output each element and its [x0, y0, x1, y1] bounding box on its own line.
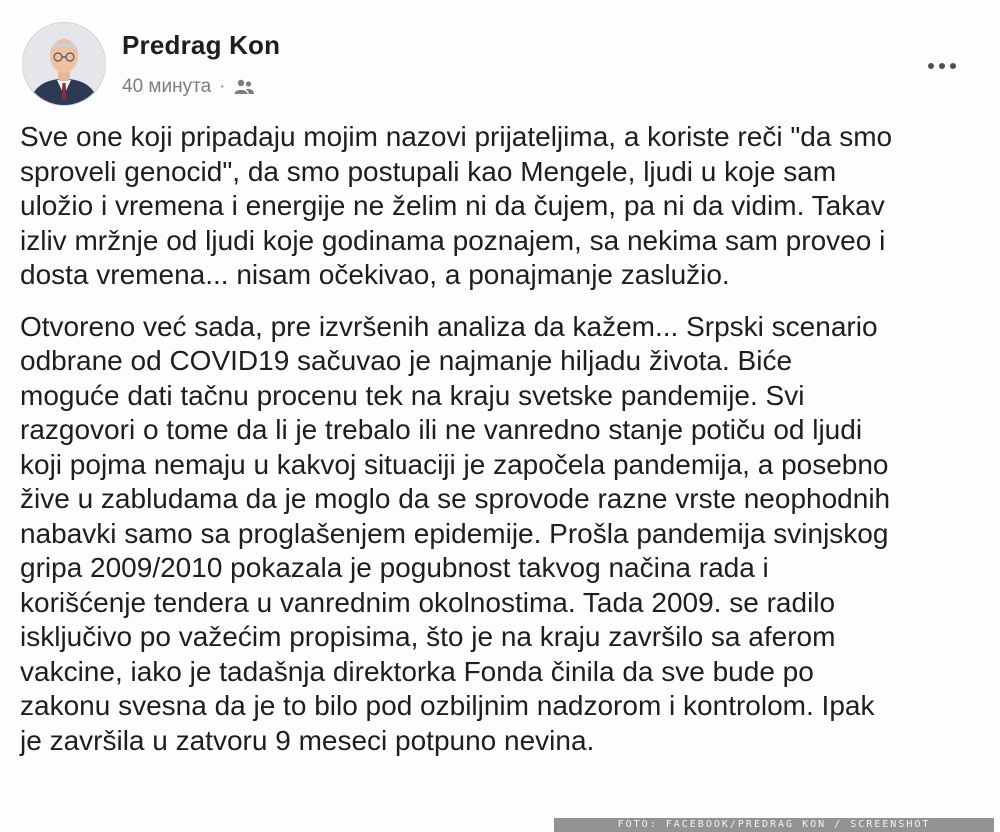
- text-line: vakcine, iako je tadašnja direktorka Fonda činila da sve bude po: [20, 655, 814, 687]
- text-line: korišćenje tendera u vanrednim okolnostima. Tada 2009. se radilo: [20, 586, 836, 618]
- text-line: odbrane od COVID19 sačuvao je najmanje hiljadu života. Biće: [20, 345, 793, 376]
- text-line: gripa 2009/2010 pokazala je pogubnost takvog načina rada i: [20, 552, 769, 583]
- text-line: koji pojma nemaju u kakvoj situaciji je započela pandemija, a posebno: [20, 448, 889, 480]
- author-name[interactable]: Predrag Kon: [122, 30, 281, 60]
- meta-separator: ·: [219, 76, 226, 97]
- text-line: je završila u zatvoru 9 meseci potpuno nevina.: [20, 724, 595, 756]
- text-line: dosta vremena... nisam očekivao, a ponajmanje zaslužio.: [20, 259, 730, 290]
- profile-photo-icon: [23, 23, 105, 105]
- avatar[interactable]: [22, 22, 106, 106]
- post-header: [22, 20, 982, 106]
- photo-credit-watermark: FOTO: FACEBOOK/PREDRAG KON / SCREENSHOT: [554, 818, 994, 832]
- text-line: izliv mržnje od ljudi koje godinama poznajem, sa nekima sam proveo i: [20, 224, 886, 256]
- text-line: uložio i vremena i energije ne želim ni da čujem, pa ni da vidim. Takav: [20, 190, 885, 221]
- text-line: Otvoreno već sada, pre izvršenih analiza da kažem... Srpski scenario: [20, 310, 878, 342]
- text-line: sproveli genocid", da smo postupali kao Mengele, ljudi u koje sam: [20, 155, 837, 187]
- text-line: isključivo po važećim propisima, što je na kraju završilo sa aferom: [20, 621, 836, 652]
- post-timestamp[interactable]: 40 минута: [122, 76, 212, 97]
- text-line: Sve one koji pripadaju mojim nazovi prijateljima, a koriste reči "da smo: [20, 121, 893, 152]
- post-meta: [122, 76, 255, 98]
- text-line: nabavki samo sa proglašenjem epidemije. Prošla pandemija svinjskog: [20, 517, 889, 549]
- more-options-icon[interactable]: [922, 54, 962, 78]
- post-paragraph: [20, 120, 985, 293]
- text-line: moguće dati tačnu procenu tek na kraju svetske pandemije. Svi: [20, 379, 805, 411]
- friends-icon[interactable]: [233, 78, 255, 96]
- text-line: žive u zabludama da je moglo da se sprovode razne vrste neophodnih: [20, 483, 891, 514]
- more-dot: [950, 63, 956, 69]
- more-dot: [939, 63, 945, 69]
- post-text: [20, 120, 985, 758]
- text-line: razgovori o tome da li je trebalo ili ne vanredno stanje potiču od ljudi: [20, 414, 863, 445]
- text-line: zakonu svesna da je to bilo pod ozbiljnim nadzorom i kontrolom. Ipak: [20, 690, 875, 721]
- more-dot: [928, 63, 934, 69]
- post-paragraph: [20, 310, 985, 759]
